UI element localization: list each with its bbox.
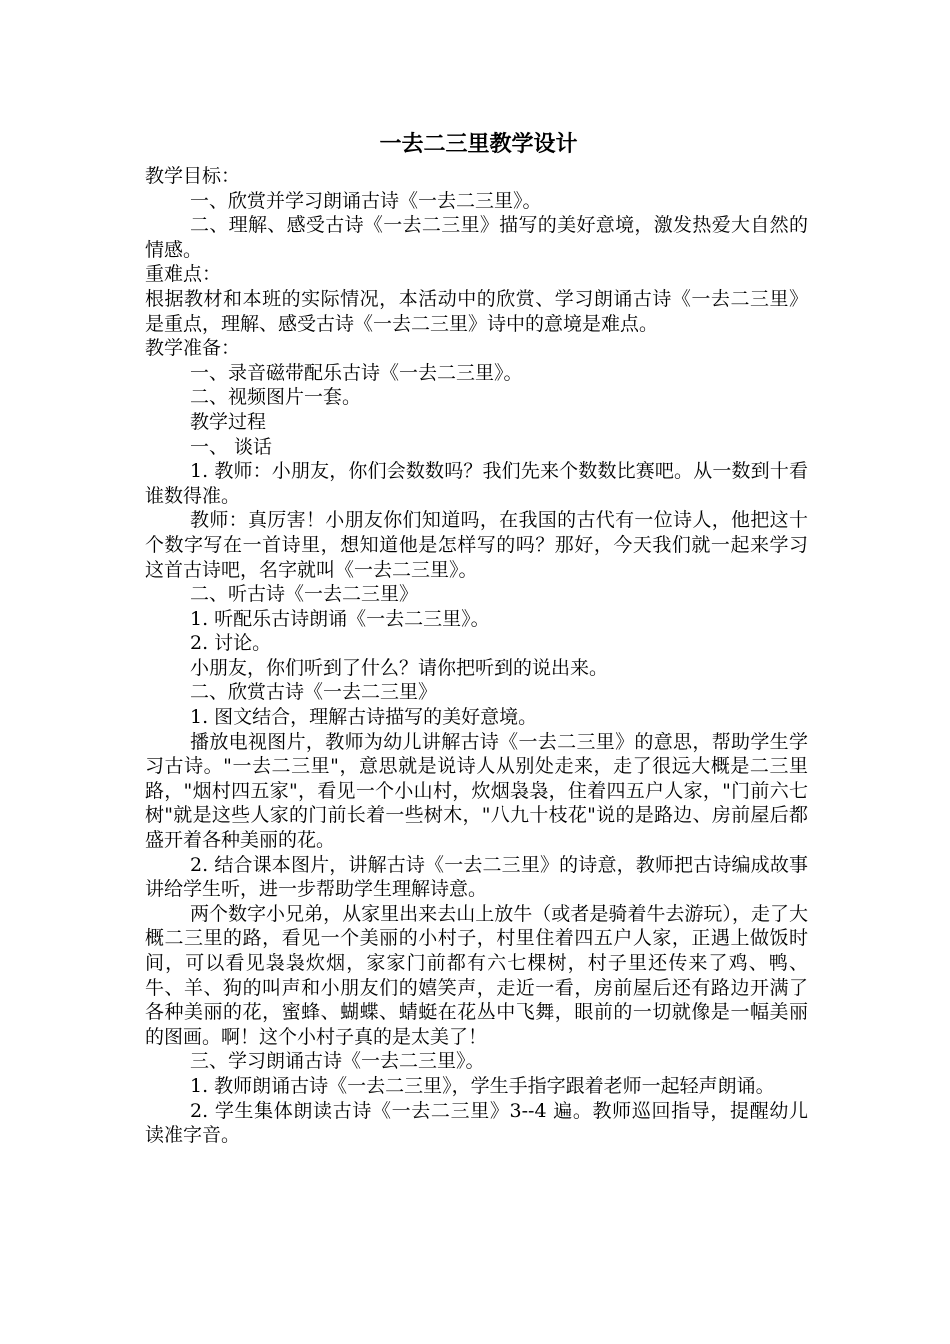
paragraph: 1. 图文结合，理解古诗描写的美好意境。	[190, 706, 538, 729]
paragraph: 根据教材和本班的实际情况，本活动中的欣赏、学习朗诵古诗《一去二三里》是重点，理解、感受古诗《一去二三里》诗中的意境是难点。	[145, 287, 808, 335]
paragraph: 教师：真厉害！小朋友你们知道吗，在我国的古代有一位诗人，他把这十个数字写在一首诗里，想知道他是怎样写的吗？那好，今天我们就一起来学习这首古诗吧，名字就叫《一去二三里》。	[145, 509, 808, 581]
paragraph: 2. 结合课本图片，讲解古诗《一去二三里》的诗意，教师把古诗编成故事讲给学生听，进一步帮助学生理解诗意。	[145, 853, 808, 901]
paragraph: 2. 学生集体朗读古诗《一去二三里》3--4 遍。教师巡回指导，提醒幼儿读准字音。	[145, 1099, 808, 1147]
paragraph: 二、欣赏古诗《一去二三里》	[190, 681, 438, 704]
document-page	[145, 130, 808, 1148]
paragraph: 三、学习朗诵古诗《一去二三里》。	[190, 1050, 485, 1073]
paragraph: 二、理解、感受古诗《一去二三里》描写的美好意境，激发热爱大自然的情感。	[145, 214, 808, 261]
paragraph: 教学过程	[190, 410, 267, 433]
paragraph: 1. 听配乐古诗朗诵《一去二三里》。	[190, 607, 490, 630]
paragraph: 二、视频图片一套。	[190, 386, 362, 409]
paragraph: 教学目标：	[145, 165, 241, 187]
paragraph: 一、欣赏并学习朗诵古诗《一去二三里》。	[190, 189, 542, 212]
document-title: 一去二三里教学设计	[379, 131, 578, 157]
paragraph: 一、 谈话	[190, 435, 273, 458]
paragraph: 1. 教师：小朋友，你们会数数吗？我们先来个数数比赛吧。从一数到十看谁数得准。	[145, 460, 808, 507]
paragraph: 播放电视图片，教师为幼儿讲解古诗《一去二三里》的意思，帮助学生学习古诗。"一去二三里"，意思就是说诗人从别处走来，走了很远大概是二三里路，"烟村四五家"，看见一个小山村，炊烟袅袅，住着四五户人家，"门前六七树"就是这些人家的门前长着一些树木，"八九十枝花"说的是路边、房前屋后都盛开着各种美丽的花。	[145, 730, 808, 852]
paragraph: 二、听古诗《一去二三里》	[190, 583, 419, 606]
paragraph: 2. 讨论。	[190, 632, 272, 655]
document-body	[145, 164, 808, 1148]
paragraph: 一、录音磁带配乐古诗《一去二三里》。	[190, 361, 523, 384]
paragraph: 重难点：	[145, 263, 222, 286]
paragraph: 两个数字小兄弟，从家里出来去山上放牛（或者是骑着牛去游玩），走了大概二三里的路，看见一个美丽的小村子，村里住着四五户人家，正遇上做饭时间，可以看见袅袅炊烟，家家门前都有六七棵树，村子里还传来了鸡、鸭、牛、羊、狗的叫声和小朋友们的嬉笑声，走近一看，房前屋后还有路边开满了各种美丽的花，蜜蜂、蝴蝶、蜻蜓在花丛中飞舞，眼前的一切就像是一幅美丽的图画。啊！这个小村子真的是太美了！	[145, 902, 808, 1048]
paragraph: 小朋友，你们听到了什么？请你把听到的说出来。	[190, 656, 609, 679]
paragraph: 教学准备：	[145, 337, 241, 360]
paragraph: 1. 教师朗诵古诗《一去二三里》，学生手指字跟着老师一起轻声朗诵。	[190, 1074, 775, 1097]
